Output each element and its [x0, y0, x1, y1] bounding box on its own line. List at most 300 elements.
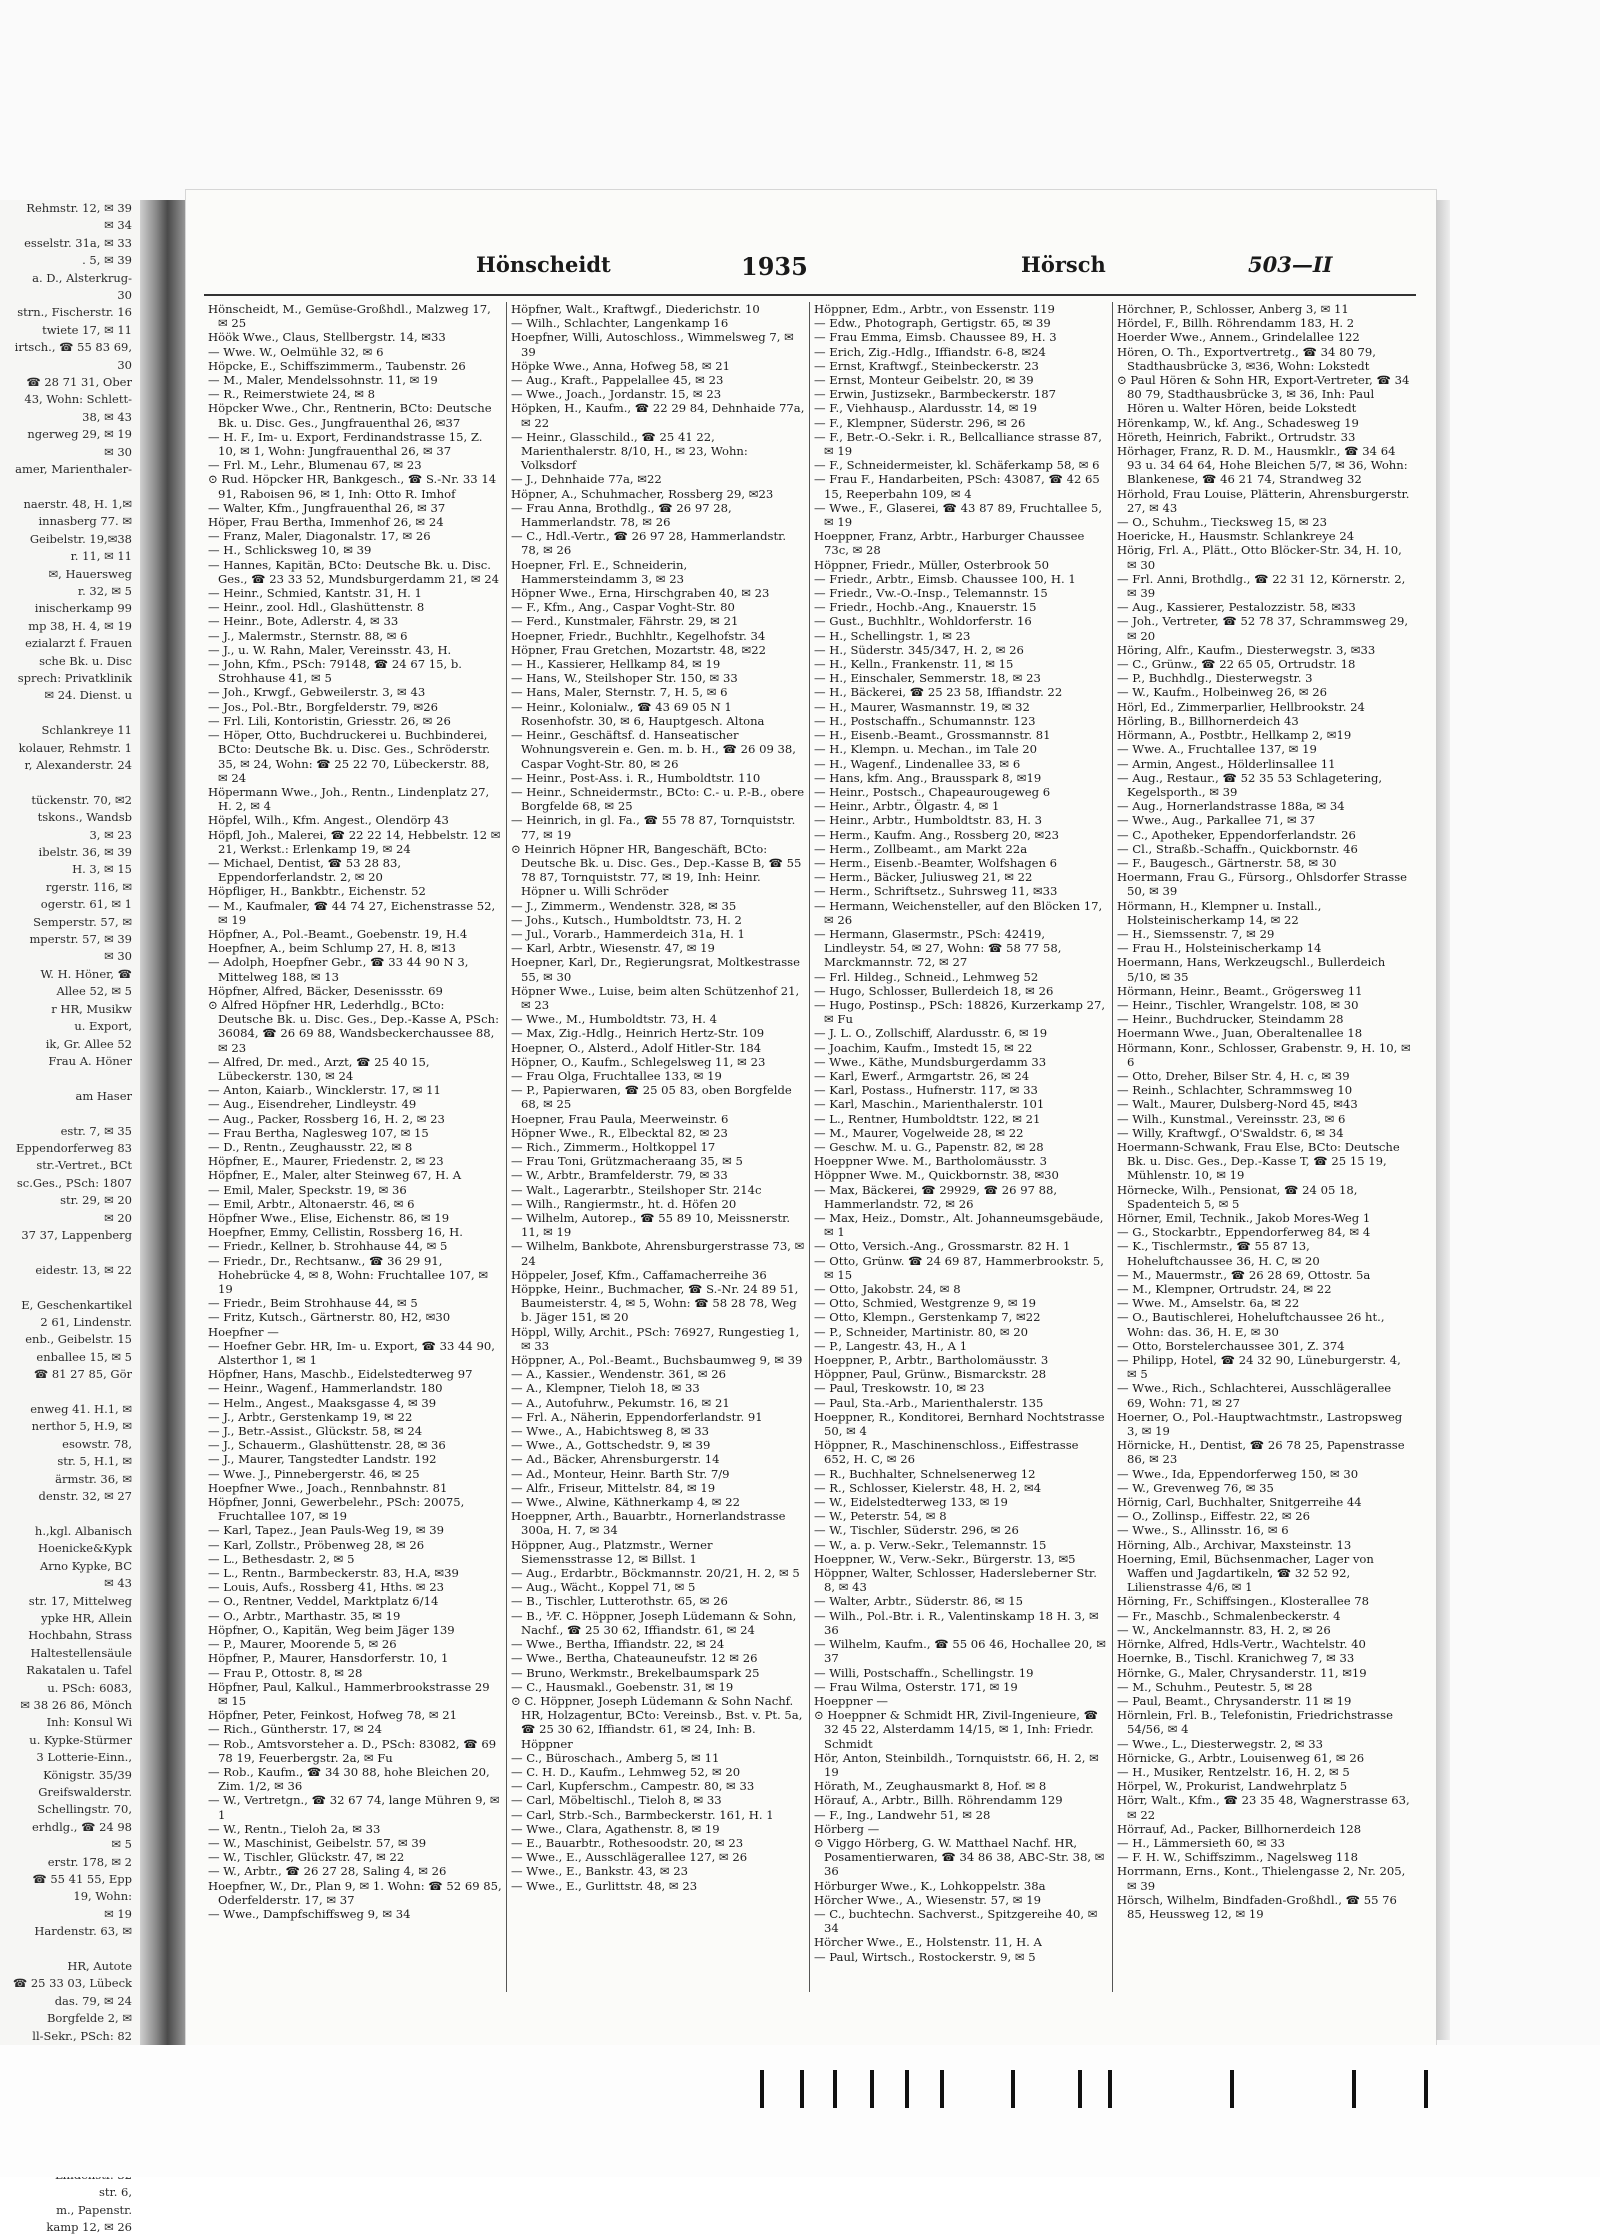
directory-entry: — Michael, Dentist, ☎ 53 28 83, Eppendorferlandstr. 2, ✉ 20: [208, 855, 402, 885]
directory-entry: — Gust., Buchhltr., Wohldorferstr. 16: [814, 614, 1032, 629]
directory-entry: — Friedr., Arbtr., Eimsb. Chaussee 100, H. 1: [814, 571, 1076, 586]
directory-entry: — B., Tischler, Lutterothstr. 65, ✉ 26: [511, 1594, 728, 1609]
directory-entry: — W., Arbtr., ☎ 26 27 28, Saling 4, ✉ 26: [208, 1864, 447, 1879]
directory-entry: — Karl, Arbtr., Wiesenstr. 47, ✉ 19: [511, 941, 715, 956]
directory-entry: Hörcher Wwe., A., Wiesenstr. 57, ✉ 19: [814, 1892, 1041, 1907]
directory-entry: Höring, Alfr., Kaufm., Diesterwegstr. 3, ✉33: [1117, 642, 1376, 657]
column-1: [204, 302, 507, 1992]
directory-entry: Hörpel, W., Prokurist, Landwehrplatz 5: [1117, 1779, 1348, 1794]
directory-entry: Höpfner, E., Maurer, Friedenstr. 2, ✉ 23: [208, 1154, 444, 1169]
directory-entry: — W., Grevenweg 76, ✉ 35: [1117, 1480, 1274, 1495]
directory-entry: — Wwe., Aug., Parkallee 71, ✉ 37: [1117, 813, 1316, 828]
directory-entry: — Heinr., Arbtr., Ölgastr. 4, ✉ 1: [814, 799, 1000, 814]
directory-entry: — J., Arbtr., Gerstenkamp 19, ✉ 22: [208, 1409, 413, 1424]
directory-entry: Hoepner, Friedr., Buchhltr., Kegelhofstr. 34: [511, 628, 766, 643]
film-mark: [833, 2070, 837, 2108]
fragment-line: str. 5, H.1, ✉: [57, 1454, 132, 1469]
directory-entry: — Wwe., A., Habichtsweg 8, ✉ 33: [511, 1424, 709, 1439]
directory-entry: — O., Rentner, Veddel, Marktplatz 6/14: [208, 1594, 439, 1609]
directory-entry: Höppner, Paul, Grünw., Bismarckstr. 28: [814, 1367, 1047, 1382]
fragment-line: ✉ 5: [111, 1837, 132, 1852]
fragment-line: Rakatalen u. Tafel: [26, 1663, 132, 1678]
directory-entry: — Frau F., Handarbeiten, PSch: 43087, ☎ 42 65 15, Reeperbahn 109, ✉ 4: [814, 472, 1100, 501]
directory-entry: Höpke Wwe., Anna, Hofweg 58, ✉ 21: [511, 358, 730, 373]
directory-entry: Höpner Wwe., Erna, Hirschgraben 40, ✉ 23: [511, 586, 770, 601]
fragment-line: ik, Gr. Allee 52: [45, 1036, 132, 1051]
directory-entry: Hoerder Wwe., Annem., Grindelallee 122: [1117, 330, 1360, 345]
directory-entry: — Rich., Zimmerm., Holtkoppel 17: [511, 1139, 716, 1154]
fragment-line: [0, 1505, 140, 1522]
fragment-line: [0, 1105, 140, 1122]
directory-entry: — Heinr., Bote, Adlerstr. 4, ✉ 33: [208, 614, 399, 629]
film-margin: [0, 2045, 1600, 2177]
directory-entry: — R., Schlosser, Kielerstr. 48, H. 2, ✉4: [814, 1480, 1042, 1495]
fragment-line: sche Bk. u. Disc: [39, 653, 132, 668]
fragment-line: m., Papenstr.: [56, 2202, 132, 2217]
directory-entry: — Joh., Krwgf., Gebweilerstr. 3, ✉ 43: [208, 685, 426, 700]
directory-entry: — Aug., Restaur., ☎ 52 35 53 Schlagetering, Kegelsporth., ✉ 39: [1117, 770, 1383, 799]
directory-entry: — Louis, Aufs., Rossberg 41, Hths. ✉ 23: [208, 1580, 444, 1595]
directory-entry: — Frl. Hildeg., Schneid., Lehmweg 52: [814, 969, 1039, 984]
header-last-name: Hörsch: [1021, 252, 1106, 277]
directory-entry: Hörnicke, H., Dentist, ☎ 26 78 25, Papenstrasse 86, ✉ 23: [1117, 1438, 1405, 1467]
directory-entry: Hörchner, P., Schlosser, Anberg 3, ✉ 11: [1117, 302, 1349, 316]
directory-entry: — Paul, Wirtsch., Rostockerstr. 9, ✉ 5: [814, 1949, 1036, 1964]
directory-entry: — Aug., Eisendreher, Lindleystr. 49: [208, 1097, 417, 1112]
directory-entry: Höpken, H., Kaufm., ☎ 22 29 84, Dehnhaide 77a, ✉ 22: [511, 401, 805, 430]
directory-entry: — P., Schneider, Martinistr. 80, ✉ 20: [814, 1324, 1029, 1339]
fragment-line: enballee 15, ✉ 5: [36, 1349, 132, 1364]
directory-entry: — P., Langestr. 43, H., A 1: [814, 1338, 968, 1353]
directory-entry: Hörmann, A., Postbtr., Hellkamp 2, ✉19: [1117, 728, 1352, 743]
directory-entry: — F., Klempner, Süderstr. 296, ✉ 26: [814, 415, 1026, 430]
directory-entry: — H., Klempn. u. Mechan., im Tale 20: [814, 742, 1038, 757]
directory-entry: Hoeppner —: [814, 1693, 888, 1708]
directory-entry: — Frau Toni, Grützmacheraang 35, ✉ 5: [511, 1154, 743, 1169]
directory-entry: Höreth, Heinrich, Fabrikt., Ortrudstr. 33: [1117, 429, 1356, 444]
directory-entry: — Geschw. M. u. G., Papenstr. 82, ✉ 28: [814, 1139, 1044, 1154]
directory-entry: — Wwe., Bertha, Iffiandstr. 22, ✉ 24: [511, 1637, 725, 1652]
fragment-line: Schlankreye 11: [41, 723, 132, 738]
directory-entry: — Carl, Möbeltischl., Tieloh 8, ✉ 33: [511, 1793, 722, 1808]
directory-entry: — Wilh., Pol.-Btr. i. R., Valentinskamp 18 H. 3, ✉ 36: [814, 1608, 1099, 1637]
directory-entry: Höpfner, O., Kapitän, Weg beim Jäger 139: [208, 1622, 455, 1637]
directory-entry: — H., Musiker, Rentzelstr. 16, H. 2, ✉ 5: [1117, 1764, 1350, 1779]
directory-entry: — J., Dehnhaide 77a, ✉22: [511, 472, 662, 487]
fragment-line: 30: [117, 288, 132, 303]
fragment-line: Borgfelde 2, ✉: [46, 2011, 132, 2026]
directory-entry: Höpfner, P., Maurer, Hansdorferstr. 10, 1: [208, 1651, 449, 1666]
directory-entry: — P., Maurer, Moorende 5, ✉ 26: [208, 1637, 397, 1652]
directory-entry: — Joh., Vertreter, ☎ 52 78 37, Schrammsweg 29, ✉ 20: [1117, 614, 1409, 643]
directory-entry: — Franz, Maler, Diagonalstr. 17, ✉ 26: [208, 529, 431, 544]
fragment-line: Haltestellensäule: [30, 1645, 132, 1660]
directory-entry: — Heinr., Glasschild., ☎ 25 41 22, Marienthalerstr. 8/10, H., ✉ 23, Wohn: Volksdorf: [511, 429, 748, 473]
directory-entry: — Hannes, Kapitän, BCto: Deutsche Bk. u. Disc. Ges., ☎ 23 33 52, Mundsburgerdamm 21, ✉ 24: [208, 557, 499, 586]
directory-entry: Hoepfner, Emmy, Cellistin, Rossberg 16, H.: [208, 1225, 463, 1240]
directory-entry: — Heinr., Post-Ass. i. R., Humboldtstr. 110: [511, 770, 761, 785]
directory-entry: Horrmann, Erns., Kont., Thielengasse 2, Nr. 205, ✉ 39: [1117, 1864, 1406, 1893]
directory-entry: — Heinrich, in gl. Fa., ☎ 55 78 87, Tornquiststr. 77, ✉ 19: [511, 813, 796, 842]
directory-entry: — Otto, Grünw. ☎ 24 69 87, Hammerbrookstr. 5, ✉ 15: [814, 1253, 1104, 1282]
directory-entry: — Walter, Kfm., Jungfrauenthal 26, ✉ 37: [208, 500, 446, 515]
directory-entry: — Wwe., A., Gottschedstr. 9, ✉ 39: [511, 1438, 711, 1453]
directory-entry: Hörsch, Wilhelm, Bindfaden-Großhdl., ☎ 55 76 85, Heussweg 12, ✉ 19: [1117, 1892, 1397, 1921]
directory-entry: — J., Betr.-Assist., Glückstr. 58, ✉ 24: [208, 1424, 423, 1439]
directory-entry: — Paul, Treskowstr. 10, ✉ 23: [814, 1381, 985, 1396]
directory-entry: — Friedr., Dr., Rechtsanw., ☎ 36 29 91, Hohebrücke 4, ✉ 8, Wohn: Fruchtallee 107, ✉ 19: [208, 1253, 489, 1297]
column-4: [1113, 302, 1416, 1992]
directory-entry: — Frau Bertha, Naglesweg 107, ✉ 15: [208, 1125, 429, 1140]
directory-entry: — K., Tischlermstr., ☎ 55 87 13, Hoheluftchaussee 36, H. C, ✉ 20: [1117, 1239, 1320, 1268]
directory-entry: Höpner Wwe., Luise, beim alten Schützenhof 21, ✉ 23: [511, 983, 800, 1012]
fragment-line: Greifswalderstr.: [38, 1784, 132, 1799]
directory-entry: — Wilh., Kunstmal., Vereinsstr. 23, ✉ 6: [1117, 1111, 1346, 1126]
fragment-line: 30: [117, 357, 132, 372]
directory-entry: — Aug., Kassierer, Pestalozzistr. 58, ✉33: [1117, 600, 1356, 615]
directory-entry: — Frau Olga, Fruchtallee 133, ✉ 19: [511, 1068, 722, 1083]
directory-entry: — J., Schauerm., Glashüttenstr. 28, ✉ 36: [208, 1438, 446, 1453]
fragment-line: ✉ 20: [104, 1210, 132, 1225]
fragment-line: u. Export,: [74, 1019, 132, 1034]
directory-entry: — Otto, Borstelerchaussee 301, Z. 374: [1117, 1338, 1345, 1353]
directory-entry: Höppeler, Josef, Kfm., Caffamacherreihe 36: [511, 1267, 767, 1282]
directory-entry: Höpfner, E., Maler, alter Steinweg 67, H. A: [208, 1168, 462, 1183]
directory-entry: Hörnecke, Wilh., Pensionat, ☎ 24 05 18, Spadenteich 5, ✉ 5: [1117, 1182, 1358, 1211]
film-mark: [1011, 2070, 1015, 2108]
directory-entry: — Wwe., E., Bankstr. 43, ✉ 23: [511, 1864, 689, 1879]
directory-entry: Höpfner, A., Pol.-Beamt., Goebenstr. 19, H.4: [208, 926, 468, 941]
directory-entry: — Heinr., zool. Hdl., Glashüttenstr. 8: [208, 600, 425, 615]
fragment-line: kolauer, Rehmstr. 1: [18, 740, 132, 755]
directory-entry: — Philipp, Hotel, ☎ 24 32 90, Lüneburgerstr. 4, ✉ 5: [1117, 1353, 1401, 1382]
directory-entry: — Herm., Bäcker, Juliusweg 21, ✉ 22: [814, 870, 1033, 885]
directory-entry: Hoepner, O., Alsterd., Adolf Hitler-Str. 184: [511, 1040, 762, 1055]
header-rule: [204, 294, 1416, 296]
directory-entry: — Wwe. A., Fruchtallee 137, ✉ 19: [1117, 742, 1317, 757]
film-mark: [870, 2070, 874, 2108]
directory-entry: Hörnicke, G., Arbtr., Louisenweg 61, ✉ 26: [1117, 1750, 1365, 1765]
directory-entry: Höpfel, Wilh., Kfm. Angest., Olendörp 43: [208, 813, 449, 828]
fragment-line: [0, 1070, 140, 1087]
directory-entry: — Wwe., Bertha, Chateauneufstr. 12 ✉ 26: [511, 1651, 758, 1666]
directory-page: [186, 190, 1436, 2045]
directory-entry: — Alfr., Friseur, Mittelstr. 84, ✉ 19: [511, 1480, 716, 1495]
directory-entry: Hörberg —: [814, 1821, 880, 1836]
directory-entry: — Emil, Maler, Speckstr. 19, ✉ 36: [208, 1182, 407, 1197]
directory-entry: Hoerning, Emil, Büchsenmacher, Lager von Waffen und Jagdartikeln, ☎ 32 52 92, Lilienstrasse 4/6, ✉ 1: [1117, 1551, 1374, 1595]
fragment-line: Frau A. Höner: [48, 1053, 132, 1068]
page-header: [186, 252, 1436, 292]
fragment-line: Allee 52, ✉ 5: [56, 984, 132, 999]
fragment-line: [0, 705, 140, 722]
fragment-line: ☎ 81 27 85, Gör: [33, 1367, 132, 1382]
directory-entry: — H., Lämmersieth 60, ✉ 33: [1117, 1835, 1286, 1850]
fragment-line: sc.Ges., PSch: 1807: [16, 1175, 132, 1190]
directory-entry: Höppner, Friedr., Müller, Osterbrook 50: [814, 557, 1049, 572]
directory-entry: — Otto, Klempn., Gerstenkamp 7, ✉22: [814, 1310, 1041, 1325]
directory-entry: Hörnlein, Frl. B., Telefonistin, Friedrichstrasse 54/56, ✉ 4: [1117, 1708, 1393, 1737]
directory-entry: — Bruno, Werkmstr., Brekelbaumspark 25: [511, 1665, 760, 1680]
directory-entry: — J. L. O., Zollschiff, Alardusstr. 6, ✉ 19: [814, 1026, 1048, 1041]
fragment-line: r. 32, ✉ 5: [77, 583, 132, 598]
directory-entry: — C., Hausmakl., Goebenstr. 31, ✉ 19: [511, 1679, 734, 1694]
directory-entry: — P., Papierwaren, ☎ 25 05 83, oben Borgfelde 68, ✉ 25: [511, 1083, 792, 1112]
directory-entry: Hörl, Ed., Zimmerparlier, Hellbrookstr. 24: [1117, 699, 1365, 714]
directory-entry: — R., Buchhalter, Schnelsenerweg 12: [814, 1466, 1036, 1481]
directory-entry: — Hermann, Weichensteller, auf den Blöcken 17, ✉ 26: [814, 898, 1103, 927]
directory-entry: Hörrauf, Ad., Packer, Billhornerdeich 128: [1117, 1821, 1362, 1836]
directory-entry: — Ad., Monteur, Heinr. Barth Str. 7/9: [511, 1466, 730, 1481]
fragment-line: [0, 774, 140, 791]
directory-entry: — B., ⅟F. C. Höppner, Joseph Lüdemann & Sohn, Nachf., ☎ 25 30 62, Iffiandstr. 61, ✉ 24: [511, 1608, 797, 1637]
directory-entry: Hörling, B., Billhornerdeich 43: [1117, 713, 1299, 728]
directory-entry: — Adolph, Hoepfner Gebr., ☎ 33 44 90 N 3, Mittelweg 188, ✉ 13: [208, 955, 469, 984]
directory-entry: — Friedr., Kellner, b. Strohhause 44, ✉ 5: [208, 1239, 448, 1254]
film-mark: [760, 2070, 764, 2108]
fragment-line: mp 38, H. 4, ✉ 19: [28, 618, 132, 633]
directory-entry: — Karl, Tapez., Jean Pauls-Weg 19, ✉ 39: [208, 1523, 445, 1538]
fragment-line: r. 11, ✉ 11: [70, 549, 132, 564]
directory-entry: — O., Schuhm., Tiecksweg 15, ✉ 23: [1117, 515, 1327, 530]
directory-entry: — F., Ing., Landwehr 51, ✉ 28: [814, 1807, 991, 1822]
directory-entry: Hörnke, Alfred, Hdls-Vertr., Wachtelstr. 40: [1117, 1637, 1366, 1652]
directory-entry: Hoermann, Hans, Werkzeugschl., Bullerdeich 5/10, ✉ 35: [1117, 955, 1386, 984]
fragment-line: ☎ 25 33 03, Lübeck: [12, 1976, 132, 1991]
fragment-line: nerthor 5, H.9, ✉: [31, 1419, 132, 1434]
directory-entry: — Frau P., Ottostr. 8, ✉ 28: [208, 1665, 363, 1680]
directory-entry: — Walter, Arbtr., Süderstr. 86, ✉ 15: [814, 1594, 1024, 1609]
directory-entry: — Aug., Wächt., Koppel 71, ✉ 5: [511, 1580, 696, 1595]
directory-entry: — M., Klempner, Ortrudstr. 24, ✉ 22: [1117, 1282, 1332, 1297]
directory-entry: Hören, O. Th., Exportvertretg., ☎ 34 80 79, Stadthausbrücke 3, ✉36, Wohn: Lokstedt: [1117, 344, 1376, 373]
fragment-line: W. H. Höner, ☎: [40, 966, 132, 981]
directory-entry: Höpfl, Joh., Malerei, ☎ 22 22 14, Hebbelstr. 12 ✉ 21, Werkst.: Erlenkamp 19, ✉ 24: [208, 827, 501, 856]
directory-entry: — Hans, kfm. Ang., Brausspark 8, ✉19: [814, 770, 1042, 785]
directory-entry: Hoeppner, Franz, Arbtr., Harburger Chaussee 73c, ✉ 28: [814, 529, 1085, 558]
directory-entry: — Friedr., Hochb.-Ang., Knauerstr. 15: [814, 600, 1037, 615]
directory-entry: — H., Einschaler, Semmerstr. 18, ✉ 23: [814, 671, 1041, 686]
directory-entry: — Wwe. M., Amselstr. 6a, ✉ 22: [1117, 1296, 1300, 1311]
directory-entry: Höpfliger, H., Bankbtr., Eichenstr. 52: [208, 884, 426, 899]
directory-entry: — Friedr., Beim Strohhause 44, ✉ 5: [208, 1296, 418, 1311]
fragment-line: Königstr. 35/39: [43, 1767, 132, 1782]
directory-entry: — Aug., Hornerlandstrasse 188a, ✉ 34: [1117, 799, 1345, 814]
directory-entry: Höppner, Edm., Arbtr., von Essenstr. 119: [814, 302, 1055, 316]
directory-entry: — J., Zimmerm., Wendenstr. 328, ✉ 35: [511, 898, 737, 913]
fragment-line: ✉ 38 26 86, Mönch: [20, 1697, 132, 1712]
directory-entry: Hörburger Wwe., K., Lohkoppelstr. 38a: [814, 1878, 1046, 1893]
directory-entry: Höppl, Willy, Archit., PSch: 76927, Rungestieg 1, ✉ 33: [511, 1324, 800, 1353]
directory-entry: — C., buchtechn. Sachverst., Spitzgereihe 40, ✉ 34: [814, 1906, 1098, 1936]
fragment-line: [0, 1279, 140, 1296]
directory-entry: — Otto, Jakobstr. 24, ✉ 8: [814, 1282, 961, 1297]
fragment-line: HR, Autote: [67, 1959, 132, 1974]
fragment-line: H. 3, ✉ 15: [72, 862, 132, 877]
directory-entry: — Höper, Otto, Buchdruckerei u. Buchbinderei, BCto: Deutsche Bk. u. Disc. Ges., Schröderstr. 35, ✉ 24, Wohn: ☎ 25 22 70, Lübeckerstr. 88, ✉ 24: [208, 728, 491, 785]
page-number: 503—II: [1248, 252, 1333, 277]
directory-entry: — Ad., Bäcker, Ahrensburgerstr. 14: [511, 1452, 720, 1467]
directory-entry: Hoepfner, A., beim Schlump 27, H. 8, ✉13: [208, 941, 456, 956]
directory-entry: — Ernst, Monteur Geibelstr. 20, ✉ 39: [814, 373, 1034, 388]
fragment-line: [0, 1384, 140, 1401]
directory-entry: — Heinr., Kolonialw., ☎ 43 69 05 N 1 Rosenhofstr. 30, ✉ 6, Hauptgesch. Altona: [511, 699, 765, 728]
directory-entry: — A., Autofuhrw., Pekumstr. 16, ✉ 21: [511, 1395, 730, 1410]
fragment-line: 2 61, Lindenstr.: [40, 1315, 132, 1329]
directory-entry: — M., Schuhm., Peutestr. 5, ✉ 28: [1117, 1679, 1313, 1694]
directory-entry: — Otto, Schmied, Westgrenze 9, ✉ 19: [814, 1296, 1036, 1311]
directory-entry: — Reinh., Schlachter, Schrammsweg 10: [1117, 1083, 1353, 1098]
directory-entry: Hörmann, H., Klempner u. Install., Holsteinischerkamp 14, ✉ 22: [1117, 898, 1322, 927]
fragment-line: estr. 7, ✉ 35: [60, 1123, 132, 1138]
directory-entry: — Edw., Photograph, Gertigstr. 65, ✉ 39: [814, 316, 1051, 331]
adjacent-page-fragment: [0, 200, 140, 2235]
directory-entry: Hördel, F., Billh. Röhrendamm 183, H. 2: [1117, 316, 1355, 331]
directory-entry: — E., Bauarbtr., Rothesoodstr. 20, ✉ 23: [511, 1835, 744, 1850]
directory-entry: — Friedr., Vw.-O.-Insp., Telemannstr. 15: [814, 586, 1048, 601]
directory-entry: Hoeppner Wwe. M., Bartholomäusstr. 3: [814, 1154, 1048, 1169]
directory-entry: — F. H. W., Schiffszimm., Nagelsweg 118: [1117, 1850, 1358, 1865]
directory-entry: Hoeppner, R., Konditorei, Bernhard Nochtstrasse 50, ✉ 4: [814, 1409, 1105, 1439]
fragment-line: str. 17, Mittelweg: [28, 1593, 132, 1608]
fragment-line: innasberg 77. ✉: [38, 514, 132, 529]
fragment-line: ✉, Hauersweg: [48, 566, 132, 581]
directory-entry: — H., Eisenb.-Beamt., Grossmannstr. 81: [814, 728, 1051, 743]
directory-entry: — Karl, Postass., Hufnerstr. 117, ✉ 33: [814, 1083, 1038, 1098]
directory-entry: — Rob., Kaufm., ☎ 34 30 88, hohe Bleichen 20, Zim. 1/2, ✉ 36: [208, 1764, 490, 1794]
directory-entry: — Wwe., Joach., Jordanstr. 15, ✉ 23: [511, 387, 722, 402]
directory-entry: — J., Malermstr., Sternstr. 88, ✉ 6: [208, 628, 408, 643]
film-mark: [905, 2070, 909, 2108]
fragment-line: str.-Vertret., BCt: [36, 1158, 132, 1173]
directory-entry: — Herm., Schriftsetz., Suhrsweg 11, ✉33: [814, 884, 1058, 899]
directory-entry: — W., Tischler, Glückstr. 47, ✉ 22: [208, 1850, 405, 1865]
fragment-line: 43, Wohn: Schlett-: [24, 392, 132, 407]
directory-entry: — F., Baugesch., Gärtnerstr. 58, ✉ 30: [1117, 855, 1337, 870]
directory-entry: — H., Schellingstr. 1, ✉ 23: [814, 628, 971, 643]
directory-entry: Hoepfner —: [208, 1324, 279, 1339]
directory-entry: — Paul, Sta.-Arb., Marienthalerstr. 135: [814, 1395, 1044, 1410]
fragment-line: ezialarzt f. Frauen: [25, 636, 132, 651]
directory-entry: — H., Süderstr. 345/347, H. 2, ✉ 26: [814, 642, 1024, 657]
fragment-line: Rehmstr. 12, ✉ 39: [26, 201, 132, 215]
directory-entry: Höpfner, Paul, Kalkul., Hammerbrookstrasse 29 ✉ 15: [208, 1679, 490, 1708]
film-mark: [1230, 2070, 1234, 2108]
directory-entry: — Rich., Güntherstr. 17, ✉ 24: [208, 1722, 382, 1737]
directory-entry: ⊙ Alfred Höpfner HR, Lederhdlg., BCto: Deutsche Bk. u. Disc. Ges., Dep.-Kasse A, PSch: 36084, ☎ 26 69 88, Wandsbeckerchaussee 88, ✉ 23: [208, 997, 499, 1055]
directory-entry: Hoepfner, W., Dr., Plan 9, ✉ 1. Wohn: ☎ 52 69 85, Oderfelderstr. 17, ✉ 37: [208, 1878, 502, 1907]
directory-entry: — Walt., Lagerarbtr., Steilshoper Str. 214c: [511, 1182, 762, 1197]
directory-entry: — F., Schneidermeister, kl. Schäferkamp 58, ✉ 6: [814, 458, 1100, 473]
directory-entry: Hörauf, A., Arbtr., Billh. Röhrendamm 129: [814, 1793, 1063, 1808]
directory-entry: — Wilhelm, Autorep., ☎ 55 89 10, Meissnerstr. 11, ✉ 19: [511, 1211, 791, 1240]
directory-entry: — Wwe., Alwine, Käthnerkamp 4, ✉ 22: [511, 1495, 740, 1510]
fragment-line: ✉ 19: [104, 1906, 132, 1921]
directory-entry: — F., Betr.-O.-Sekr. i. R., Bellcalliance strasse 87, ✉ 19: [814, 429, 1102, 459]
directory-entry: Höpfner, Walt., Kraftwgf., Diederichstr. 10: [511, 302, 760, 316]
directory-entry: Hörr, Walt., Kfm., ☎ 23 35 48, Wagnerstrasse 63, ✉ 22: [1117, 1793, 1410, 1822]
fragment-line: u. Kypke-Stürmer: [29, 1732, 132, 1747]
directory-entry: Hoepfner Wwe., Joach., Rennbahnstr. 81: [208, 1480, 448, 1495]
directory-entry: — Aug., Erdarbtr., Böckmannstr. 20/21, H. 2, ✉ 5: [511, 1566, 800, 1581]
fragment-line: ✉ 43: [104, 1576, 132, 1591]
fragment-line: ☎ 28 71 31, Ober: [26, 375, 132, 390]
directory-entry: — J., u. W. Rahn, Maler, Vereinsstr. 43, H.: [208, 642, 452, 657]
fragment-line: rgerstr. 116, ✉: [45, 879, 132, 894]
directory-columns: [204, 302, 1416, 1992]
directory-entry: — Karl, Ewerf., Armgartstr. 26, ✉ 24: [814, 1068, 1030, 1083]
directory-entry: ⊙ Hoeppner & Schmidt HR, Zivil-Ingenieure, ☎ 32 45 22, Alsterdamm 14/15, ✉ 1, Inh: Friedr. Schmidt: [814, 1708, 1099, 1751]
fragment-line: ll-Sekr., PSch: 82: [32, 2028, 132, 2043]
fragment-line: Inh: Konsul Wi: [46, 1715, 132, 1730]
directory-entry: — Erwin, Justizsekr., Barmbeckerstr. 187: [814, 387, 1057, 402]
directory-entry: — Heinr., Schneidermstr., BCto: C.- u. P.-B., obere Borgfelde 68, ✉ 25: [511, 784, 805, 814]
fragment-line: Eppendorferweg 83: [16, 1140, 132, 1155]
fragment-line: h.,kgl. Albanisch: [34, 1523, 132, 1538]
directory-entry: Höpner, A., Schuhmacher, Rossberg 29, ✉23: [511, 486, 774, 501]
directory-entry: Hoepner, Karl, Dr., Regierungsrat, Moltkestrasse 55, ✉ 30: [511, 955, 800, 984]
directory-entry: — Heinr., Wagenf., Hammerlandstr. 180: [208, 1381, 443, 1396]
page-edge: [1436, 200, 1450, 2040]
directory-entry: Höppke, Heinr., Buchmacher, ☎ S.-Nr. 24 89 51, Baumeisterstr. 4, ✉ 5, Wohn: ☎ 58 28 78, Weg b. Jäger 151, ✉ 20: [511, 1282, 799, 1325]
directory-entry: — A., Kassier., Wendenstr. 361, ✉ 26: [511, 1367, 727, 1382]
directory-entry: — Max, Bäckerei, ☎ 29929, ☎ 26 97 88, Hammerlandstr. 72, ✉ 26: [814, 1182, 1058, 1211]
fragment-line: ngerweg 29, ✉ 19: [27, 427, 132, 442]
directory-entry: Höppner, R., Maschinenschloss., Eiffestrasse 652, H. C, ✉ 26: [814, 1438, 1079, 1467]
directory-entry: Höpfner, Hans, Maschb., Eidelstedterweg 97: [208, 1367, 473, 1382]
fragment-line: Hoenicke&Kypk: [38, 1541, 132, 1556]
directory-entry: ⊙ Viggo Hörberg, G. W. Matthael Nachf. HR, Posamentierwaren, ☎ 34 86 38, ABC-Str. 38, ✉ 36: [814, 1835, 1105, 1879]
fragment-line: ibelstr. 36, ✉ 39: [38, 845, 132, 860]
directory-entry: Hoeppner, Arth., Bauarbtr., Hornerlandstrasse 300a, H. 7, ✉ 34: [511, 1509, 786, 1538]
directory-entry: — Ernst, Kraftwgf., Steinbeckerstr. 23: [814, 358, 1039, 373]
directory-entry: — Heinr., Buchdrucker, Steindamm 28: [1117, 1012, 1344, 1027]
directory-entry: — H., Schlicksweg 10, ✉ 39: [208, 543, 372, 558]
fragment-line: sprech: Privatklinik: [17, 670, 132, 685]
directory-entry: — Wilhelm, Kaufm., ☎ 55 06 46, Hochallee 20, ✉ 37: [814, 1637, 1106, 1666]
directory-entry: — Otto, Dreher, Bilser Str. 4, H. c, ✉ 39: [1117, 1068, 1350, 1083]
fragment-line: Hochbahn, Strass: [28, 1628, 132, 1643]
fragment-line: ypke HR, Allein: [41, 1610, 132, 1625]
fragment-line: das. 79, ✉ 24: [54, 1993, 132, 2008]
directory-entry: — Frl. A., Näherin, Eppendorferlandstr. 91: [511, 1409, 763, 1424]
directory-entry: — Heinr., Arbtr., Humboldtstr. 83, H. 3: [814, 813, 1043, 828]
directory-entry: — Wilh., Rangiermstr., ht. d. Höfen 20: [511, 1196, 737, 1211]
directory-entry: — Carl, Strb.-Sch., Barmbeckerstr. 161, H. 1: [511, 1807, 774, 1822]
directory-entry: — W., Anckelmannstr. 83, H. 2, ✉ 26: [1117, 1622, 1331, 1637]
directory-entry: — Fritz, Kutsch., Gärtnerstr. 80, H2, ✉30: [208, 1310, 451, 1325]
directory-entry: — Wwe., Clara, Agathenstr. 8, ✉ 19: [511, 1821, 720, 1836]
directory-entry: — W., a. p. Verw.-Sekr., Telemannstr. 15: [814, 1537, 1047, 1552]
directory-entry: Hoermann-Schwank, Frau Else, BCto: Deutsche Bk. u. Disc. Ges., Dep.-Kasse T, ☎ 25 15 19, Mühlenstr. 10, ✉ 19: [1117, 1139, 1400, 1183]
directory-entry: — Johs., Kutsch., Humboldtstr. 73, H. 2: [511, 912, 742, 927]
directory-entry: Hoepner, Frau Paula, Meerweinstr. 6: [511, 1111, 729, 1126]
column-2: [507, 302, 810, 1992]
fragment-line: ✉ 30: [104, 949, 132, 964]
directory-entry: Hörhold, Frau Louise, Plätterin, Ahrensburgerstr. 27, ✉ 43: [1117, 486, 1410, 515]
directory-entry: Hörning, Alb., Archivar, Maxsteinstr. 13: [1117, 1537, 1352, 1552]
fragment-line: eidestr. 13, ✉ 22: [35, 1262, 132, 1277]
fragment-line: enweg 41. H.1, ✉: [30, 1402, 132, 1417]
directory-entry: — Wwe., Ida, Eppendorferweg 150, ✉ 30: [1117, 1466, 1359, 1481]
fragment-line: amer, Marienthaler-: [15, 462, 132, 477]
fragment-line: erhdlg., ☎ 24 98: [32, 1819, 132, 1834]
directory-entry: — H., Postschaffn., Schumannstr. 123: [814, 713, 1036, 728]
directory-entry: — Cl., Straßb.-Schaffn., Quickbornstr. 46: [1117, 841, 1358, 856]
directory-entry: — Max, Zig.-Hdlg., Heinrich Hertz-Str. 109: [511, 1026, 765, 1041]
directory-entry: — Hermann, Glasermstr., PSch: 42419, Lindleystr. 54, ✉ 27, Wohn: ☎ 58 77 58, Marckmannstr. 72, ✉ 27: [814, 926, 1062, 970]
fragment-line: r, Alexanderstr. 24: [24, 758, 132, 772]
